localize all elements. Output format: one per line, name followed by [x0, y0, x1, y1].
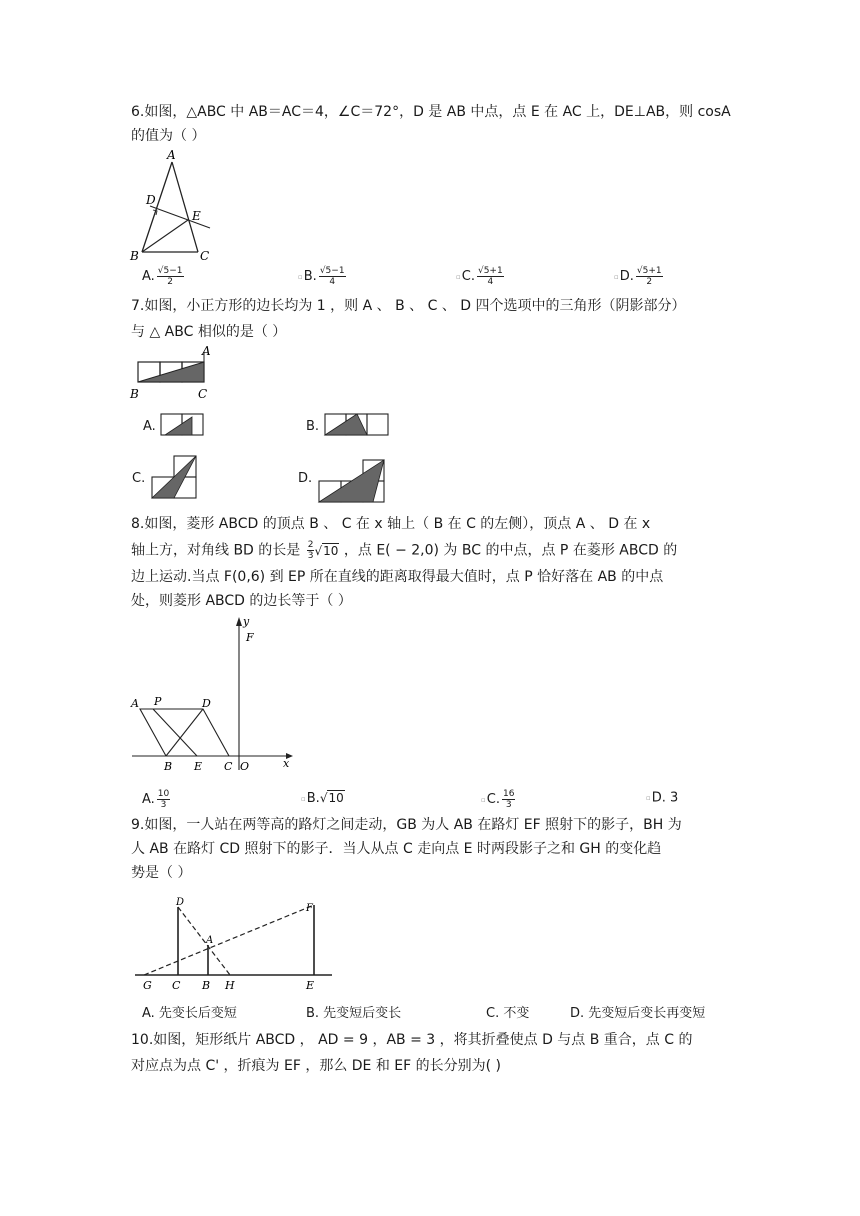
q7-stem-line2: 与 △ ABC 相似的是（ ）	[131, 324, 287, 340]
q8-label-b: B	[164, 760, 173, 773]
q6-option-c[interactable]: ▫C. $\frac{√5+1}{4}$	[456, 266, 503, 287]
q9-stem-line2: 人 AB 在路灯 CD 照射下的影子．当人从点 C 走向点 E 时两段影子之和 GH 的变化趋	[131, 841, 662, 857]
q6-option-a[interactable]: A. $\frac{√5-1}{2}$	[142, 266, 183, 287]
q7-stem-line1: 7.如图，小正方形的边长均为 1 ，则 A 、 B 、 C 、 D 四个选项中的三角形（阴影部分）	[131, 298, 686, 314]
q8-label-c: C	[224, 760, 233, 773]
q9-streetlight-figure	[132, 893, 337, 995]
q8-option-d[interactable]: ▫D. 3	[646, 790, 679, 806]
q6-stem-line1: 6.如图，△ABC 中 AB＝AC＝4，∠C＝72°，D 是 AB 中点，点 E 在 AC 上，DE⊥AB，则 cosA	[131, 104, 731, 120]
q9-stem-line1: 9.如图，一人站在两等高的路灯之间走动，GB 为人 AB 在路灯 EF 照射下的影子，BH 为	[131, 817, 682, 833]
q8-label-x: x	[283, 757, 290, 770]
q9-option-d[interactable]: D. 先变短后变长再变短	[570, 1006, 706, 1021]
q7-option-a-label[interactable]: A.	[143, 419, 156, 434]
q8-stem-line1: 8.如图，菱形 ABCD 的顶点 B 、 C 在 x 轴上（ B 在 C 的左侧），顶点 A 、 D 在 x	[131, 516, 651, 532]
q6-label-a: A	[167, 148, 176, 162]
q9-label-h: H	[225, 979, 235, 992]
q8-label-p: P	[154, 695, 162, 708]
q10-stem-line2: 对应点为点 C' ，折痕为 EF ，那么 DE 和 EF 的长分别为( )	[131, 1058, 502, 1074]
q7-grid-figure	[128, 346, 218, 402]
q7-option-b-label[interactable]: B.	[306, 419, 320, 434]
q8-stem-line3: 边上运动.当点 F(0,6) 到 EP 所在直线的距离取得最大值时，点 P 恰好落在 AB 的中点	[131, 569, 664, 585]
q6-option-d[interactable]: ▫D. $\frac{√5+1}{2}$	[614, 266, 662, 287]
q6-triangle-figure	[130, 148, 220, 263]
q7-option-d-figure	[318, 458, 388, 504]
q9-stem-line3: 势是（ ）	[131, 865, 192, 881]
q6-label-d: D	[146, 193, 156, 207]
q10-stem-line1: 10.如图，矩形纸片 ABCD ， AD = 9 ，AB = 3 ，将其折叠使点 D 与点 B 重合，点 C 的	[131, 1032, 693, 1048]
q8-rhombus-figure	[128, 614, 298, 774]
q7-label-b: B	[130, 387, 139, 401]
q6-label-e: E	[192, 209, 201, 223]
q7-option-b-figure	[324, 413, 392, 437]
q6-label-c: C	[200, 249, 210, 263]
q9-label-e: E	[306, 979, 315, 992]
q8-option-c[interactable]: ▫C. $\frac{16}{3}$	[481, 789, 515, 810]
q9-label-b: B	[202, 979, 211, 992]
q9-label-a: A	[206, 935, 214, 946]
q9-option-b[interactable]: B. 先变短后变长	[306, 1006, 402, 1021]
q6-stem-line2: 的值为（ ）	[131, 128, 206, 144]
q8-label-f: F	[246, 631, 254, 644]
q7-option-c-figure	[151, 455, 199, 501]
q7-label-a: A	[202, 344, 211, 358]
q8-label-a: A	[131, 697, 139, 710]
q8-option-b[interactable]: ▫B.√10	[301, 790, 344, 806]
q8-option-a[interactable]: A. $\frac{10}{3}$	[142, 789, 170, 810]
q8-stem-line2: 轴上方，对角线 BD 的长是 $\frac{2}{3}$ √10 ，点 E( − 2,0) 为 BC 的中点，点 P 在菱形 ABCD 的	[131, 540, 678, 561]
q7-label-c: C	[198, 387, 208, 401]
q6-label-b: B	[130, 249, 139, 263]
q9-option-a[interactable]: A. 先变长后变短	[142, 1006, 237, 1021]
q9-label-g: G	[143, 979, 152, 992]
q9-label-d: D	[176, 897, 185, 908]
q6-option-b[interactable]: ▫B. $\frac{√5-1}{4}$	[298, 266, 345, 287]
q7-option-d-label[interactable]: D.	[298, 471, 313, 486]
q7-option-a-figure	[160, 413, 206, 437]
q8-stem-line4: 处，则菱形 ABCD 的边长等于（ ）	[131, 593, 352, 609]
q9-label-c: C	[172, 979, 181, 992]
q8-label-y: y	[243, 615, 250, 628]
q8-label-d: D	[202, 697, 211, 710]
q9-label-f: F	[306, 903, 313, 914]
q8-label-o: O	[240, 760, 250, 773]
q8-label-e: E	[194, 760, 203, 773]
q9-option-c[interactable]: C. 不变	[486, 1006, 530, 1021]
q7-option-c-label[interactable]: C.	[132, 471, 146, 486]
